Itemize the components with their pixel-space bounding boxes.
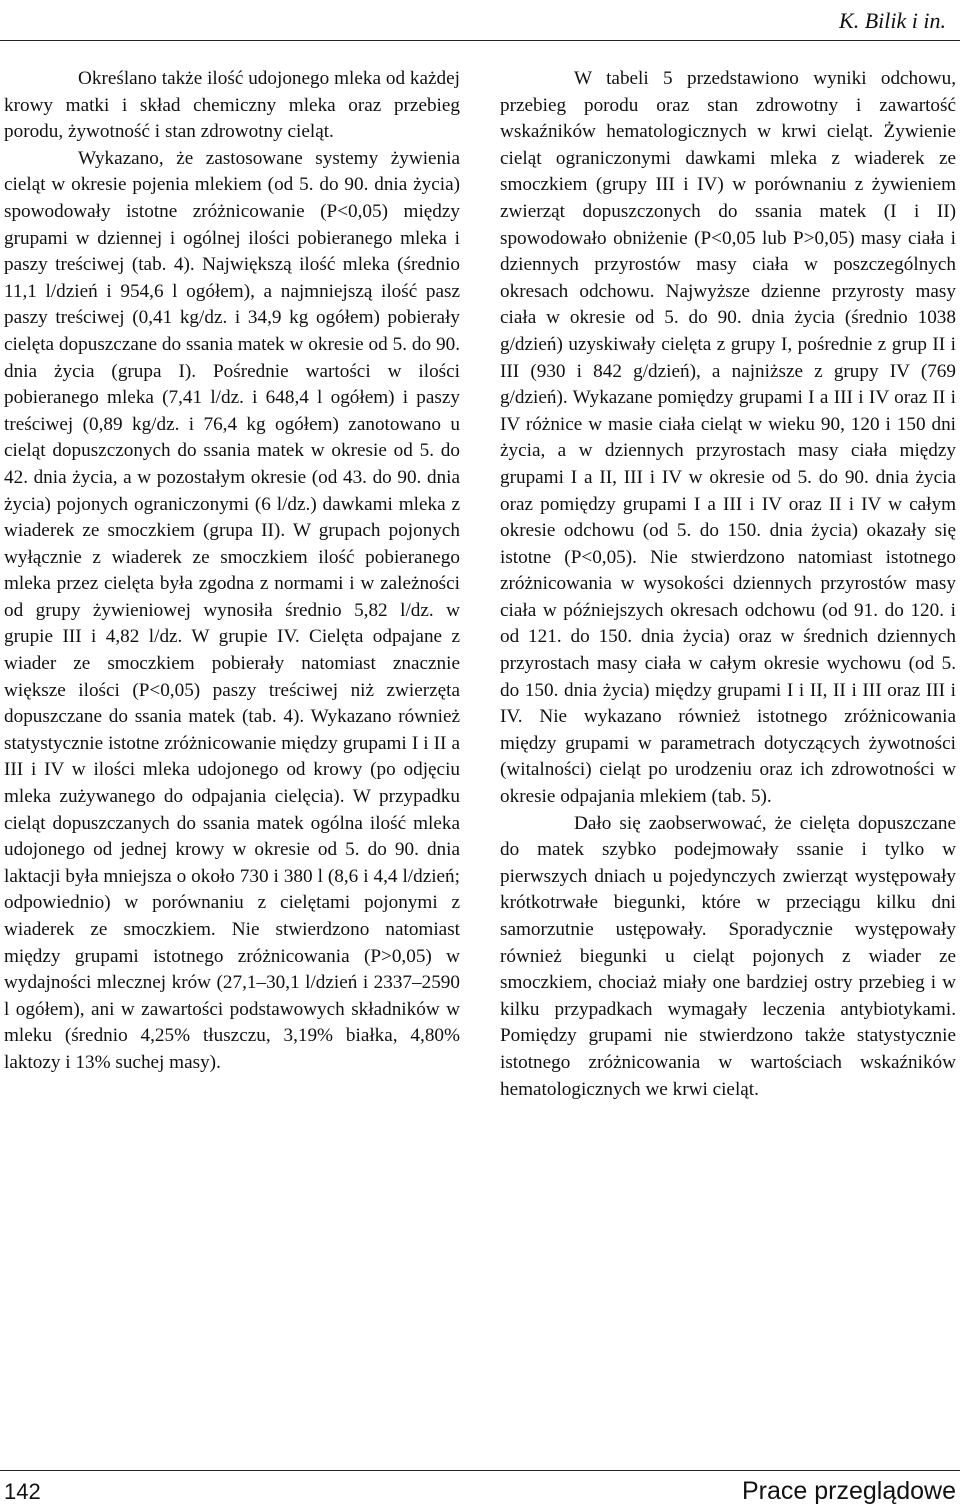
section-name: Prace przeglądowe	[741, 1477, 956, 1505]
paragraph: Określano także ilość udojonego mleka od każdej krowy matki i skład chemiczny mleka oraz przebieg porodu, żywotność i stan zdrowotny cieląt.	[4, 68, 460, 143]
footer-rule	[0, 1470, 960, 1471]
paragraph: Dało się zaobserwować, że cielęta dopuszczane do matek szybko podejmowały ssanie i tylko w pierwszych dniach u pojedynczych zwierząt występowały krótkotrwałe biegunki, które w przeciągu kilku dni samorzutnie ustępowały. Sporadycznie występowały również biegunki u cieląt pojonych z wiader ze smoczkiem, chociaż miały one bardziej ostry przebieg i w kilku przypadkach wymagały leczenia antybiotykami. Pomiędzy grupami nie stwierdzono także statystycznie istotnego zróżnicowania w wartościach wskaźników hematologicznych we krwi cieląt.	[500, 812, 956, 1100]
paragraph: Wykazano, że zastosowane systemy żywienia cieląt w okresie pojenia mlekiem (od 5. do 90. dnia życia) spowodowały istotne zróżnicowanie (P<0,05) między grupami w dziennej i ogólnej ilości pobieranego mleka i paszy treściwej (tab. 4). Największą ilość mleka (średnio 11,1 l/dzień i 954,6 l ogółem), a najmniejszą ilość pasz paszy treściwej (0,41 kg/dz. i 34,9 kg ogółem) pobierały cielęta dopuszczane do ssania matek w okresie od 5. do 90. dnia życia (grupa I). Pośrednie wartości w ilości pobieranego mleka (7,41 l/dz. i 648,4 l ogółem) i paszy treściwej (0,89 kg/dz. i 76,4 kg ogółem) zanotowano u cieląt dopuszczonych do ssania matek w okresie od 5. do 42. dnia życia, a w pozostałym okresie (od 43. do 90. dnia życia) pojonych ograniczonymi (6 l/dz.) dawkami mleka z wiaderek ze smoczkiem (grupa II). W grupach pojonych wyłącznie z wiaderek ze smoczkiem ilość pobieranego mleka przez cielęta była zgodna z normami i w zależności od grupy żywieniowej wynosiła średnio 5,82 l/dz. w grupie III i 4,82 l/dz. W grupie IV. Cielęta odpajane z wiader ze smoczkiem pobierały natomiast znacznie większe ilości (P<0,05) paszy treściwej niż zwierzęta dopuszczane do ssania matek (tab. 4). Wykazano również statystycznie istotne zróżnicowanie między grupami I i II a III i IV w ilości mleka udojonego od krowy (po odjęciu mleka zużywanego do odpajania cielęcia). W przypadku cieląt dopuszczanych do ssania matek ogólna ilość mleka udojonego od jednej krowy w okresie od 5. do 90. dnia laktacji była mniejsza o około 730 i 380 l (8,6 i 4,4 l/dzień; odpowiednio) w porównaniu z cielętami pojonymi z wiaderek ze smoczkiem. Nie stwierdzono natomiast między grupami istotnego zróżnicowania (P>0,05) w wydajności mlecznej krów (27,1–30,1 l/dzień i 2337–2590 l ogółem), ani w zawartości podstawowych składników w mleku (średnio 4,25% tłuszczu, 3,19% białka, 4,80% laktozy i 13% suchej masy).	[4, 147, 460, 1073]
header-rule	[0, 40, 960, 41]
paragraph: W tabeli 5 przedstawiono wyniki odchowu, przebieg porodu oraz stan zdrowotny i zawartość wskaźników hematologicznych w krwi cieląt. Żywienie cieląt ograniczonymi dawkami mleka z wiaderek ze smoczkiem (grupy III i IV) w porównaniu z żywieniem zwierząt dopuszczonych do ssania matek (I i II) spowodowało obniżenie (P<0,05 lub P>0,05) masy ciała i dziennych przyrostów masy ciała w poszczególnych okresach odchowu. Najwyższe dzienne przyrosty masy ciała w okresie od 5. do 90. dnia życia (średnio 1038 g/dzień) uzyskiwały cielęta z grupy I, pośrednie z grup II i III (930 i 842 g/dzień), a najniższe z grupy IV (769 g/dzień). Wykazane pomiędzy grupami I a III i IV oraz II i IV różnice w masie ciała cieląt w wieku 90, 120 i 150 dni życia, a w dziennych przyrostach masy ciała między grupami I a II, III i IV w okresie od 5. do 90. dnia życia oraz pomiędzy grupami I a III i IV oraz II i IV w całym okresie odchowu (od 5. do 150. dnia życia) okazały się istotne (P<0,05). Nie stwierdzono natomiast istotnego zróżnicowania w wysokości dziennych przyrostów masy ciała w późniejszych okresach odchowu (od 91. do 120. i od 121. do 150. dnia życia) oraz w średnich dziennych przyrostach masy ciała w całym okresie wychowu (od 5. do 150. dnia życia) między grupami I i II, II i III oraz III i IV. Nie wykazano również istotnego zróżnicowania między grupami w parametrach dotyczących żywotności (witalności) cieląt po urodzeniu oraz ich zdrowotności w okresie odpajania mlekiem (tab. 5).	[500, 68, 956, 808]
right-column	[500, 66, 956, 1103]
left-column	[4, 66, 460, 1077]
page-number: 142	[4, 1479, 41, 1504]
running-header-author: K. Bilik i in.	[839, 8, 946, 33]
